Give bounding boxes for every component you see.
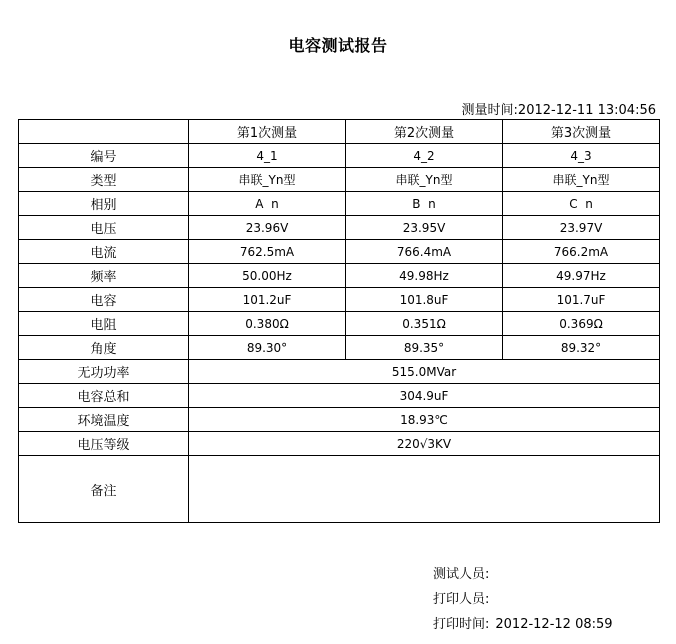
cell-value: 49.97Hz <box>503 264 660 288</box>
cell-value: A n <box>189 192 346 216</box>
tester-label: 测试人员: <box>433 567 490 582</box>
capacitance-report-table <box>18 119 660 523</box>
table-row-remarks <box>19 456 660 523</box>
cell-value: 23.96V <box>189 216 346 240</box>
measure-time <box>462 99 656 118</box>
print-time-line <box>433 613 613 632</box>
table-row-angle <box>19 336 660 360</box>
remarks-label: 备注 <box>19 456 189 523</box>
printer-line <box>433 588 495 607</box>
column-header-2: 第2次测量 <box>346 120 503 144</box>
table-row-ambient-temperature <box>19 408 660 432</box>
table-row-frequency <box>19 264 660 288</box>
table-row-voltage <box>19 216 660 240</box>
column-header-3: 第3次测量 <box>503 120 660 144</box>
cell-value: 101.7uF <box>503 288 660 312</box>
cell-value: C n <box>503 192 660 216</box>
table-row-number <box>19 144 660 168</box>
cell-value: 101.2uF <box>189 288 346 312</box>
cell-value: 0.380Ω <box>189 312 346 336</box>
summary-value: 18.93℃ <box>189 408 660 432</box>
cell-value: 762.5mA <box>189 240 346 264</box>
cell-value: 4_1 <box>189 144 346 168</box>
cell-value: 23.97V <box>503 216 660 240</box>
row-label: 环境温度 <box>19 408 189 432</box>
row-label: 电压 <box>19 216 189 240</box>
remarks-value <box>189 456 660 523</box>
row-label: 频率 <box>19 264 189 288</box>
cell-value: 0.351Ω <box>346 312 503 336</box>
row-label: 电容总和 <box>19 384 189 408</box>
summary-value: 515.0MVar <box>189 360 660 384</box>
printer-label: 打印人员: <box>433 592 490 607</box>
cell-value: 4_3 <box>503 144 660 168</box>
column-header-1: 第1次测量 <box>189 120 346 144</box>
report-title: 电容测试报告 <box>288 36 388 55</box>
cell-value: 89.35° <box>346 336 503 360</box>
table-row-capacitance-total <box>19 384 660 408</box>
cell-value: 766.4mA <box>346 240 503 264</box>
row-label: 电阻 <box>19 312 189 336</box>
cell-value: 串联_Yn型 <box>189 168 346 192</box>
table-row-reactive-power <box>19 360 660 384</box>
print-time-label: 打印时间: <box>433 617 490 632</box>
table-row-voltage-level <box>19 432 660 456</box>
tester-line <box>433 563 495 582</box>
cell-value: 0.369Ω <box>503 312 660 336</box>
table-row-capacitance <box>19 288 660 312</box>
cell-value: 23.95V <box>346 216 503 240</box>
row-label: 类型 <box>19 168 189 192</box>
table-header-row <box>19 120 660 144</box>
cell-value: 101.8uF <box>346 288 503 312</box>
cell-value: 50.00Hz <box>189 264 346 288</box>
row-label: 角度 <box>19 336 189 360</box>
corner-cell <box>19 120 189 144</box>
cell-value: 89.30° <box>189 336 346 360</box>
row-label: 电流 <box>19 240 189 264</box>
summary-value: 304.9uF <box>189 384 660 408</box>
cell-value: 766.2mA <box>503 240 660 264</box>
row-label: 相别 <box>19 192 189 216</box>
measure-time-value: 2012-12-11 13:04:56 <box>517 103 656 118</box>
cell-value: 49.98Hz <box>346 264 503 288</box>
table-row-current <box>19 240 660 264</box>
table-row-phase <box>19 192 660 216</box>
cell-value: B n <box>346 192 503 216</box>
cell-value: 串联_Yn型 <box>503 168 660 192</box>
row-label: 编号 <box>19 144 189 168</box>
measure-time-label: 测量时间: <box>461 103 518 118</box>
table-row-type <box>19 168 660 192</box>
table-row-resistance <box>19 312 660 336</box>
row-label: 电容 <box>19 288 189 312</box>
cell-value: 4_2 <box>346 144 503 168</box>
cell-value: 89.32° <box>503 336 660 360</box>
row-label: 电压等级 <box>19 432 189 456</box>
row-label: 无功功率 <box>19 360 189 384</box>
print-time-value: 2012-12-12 08:59 <box>495 617 613 632</box>
summary-value: 220√3KV <box>189 432 660 456</box>
cell-value: 串联_Yn型 <box>346 168 503 192</box>
